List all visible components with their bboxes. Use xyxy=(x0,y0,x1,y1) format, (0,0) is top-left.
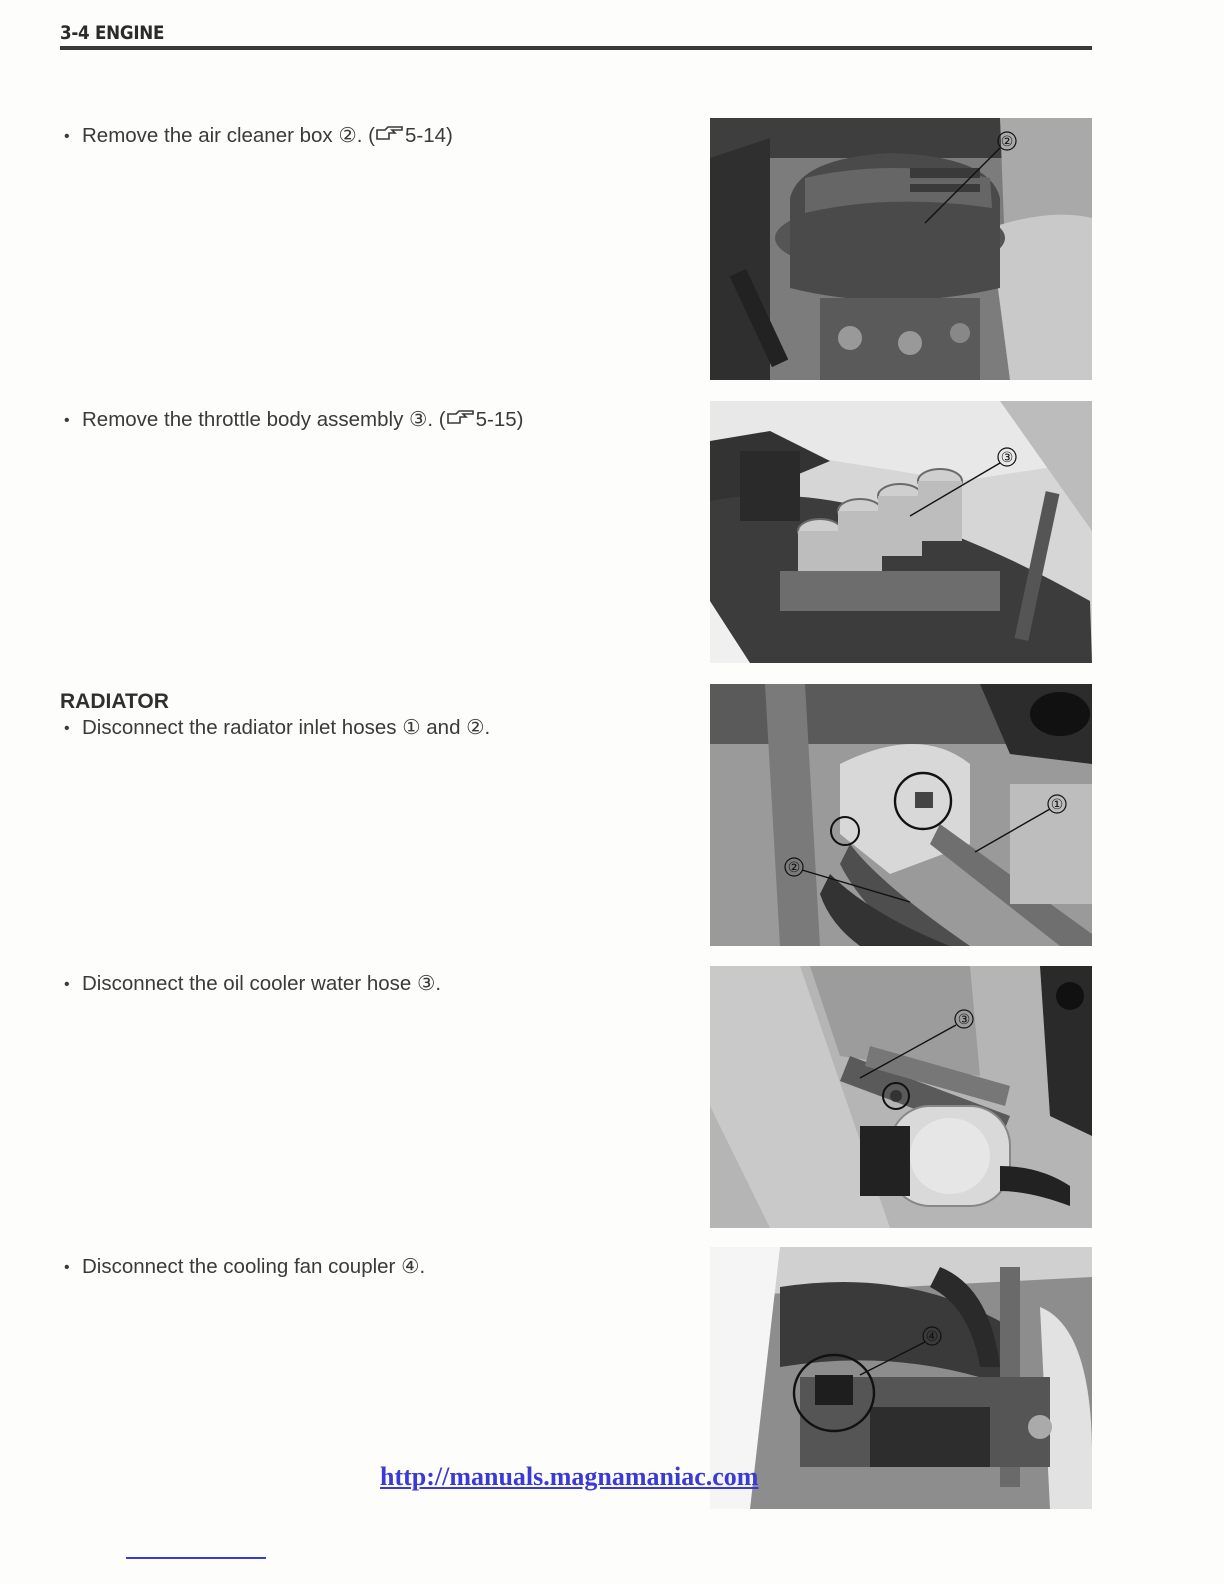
callout-number: ④ xyxy=(925,1329,939,1345)
step-disconnect-inlet-hoses xyxy=(64,716,490,741)
page-header-title: 3-4 ENGINE xyxy=(60,22,165,44)
step-text: Disconnect the radiator inlet hoses ① and ②. xyxy=(82,716,491,739)
step-disconnect-fan-coupler xyxy=(64,1255,425,1280)
step-ref: 5-15) xyxy=(475,408,524,431)
step-text: Disconnect the cooling fan coupler ④. xyxy=(82,1255,426,1278)
callout-number: ③ xyxy=(1000,450,1014,466)
callout-number: ② xyxy=(1000,134,1014,150)
pointing-hand-icon xyxy=(446,408,476,434)
manuals-website-link[interactable]: http://manuals.magnamaniac.com xyxy=(380,1462,759,1491)
footer-link-rule xyxy=(126,1557,266,1559)
callout-number: ① xyxy=(1050,797,1064,813)
pointing-hand-icon xyxy=(375,124,405,150)
step-remove-throttle-body xyxy=(64,408,523,434)
step-text: Disconnect the oil cooler water hose ③. xyxy=(82,972,442,995)
callout-number: ③ xyxy=(957,1012,971,1028)
step-text: Remove the air cleaner box ②. ( xyxy=(82,124,375,147)
step-disconnect-oil-cooler-hose xyxy=(64,972,441,997)
photo-oil-cooler-hose xyxy=(710,966,1092,1228)
photo-throttle-body xyxy=(710,401,1092,663)
step-ref: 5-14) xyxy=(404,124,453,147)
section-title-radiator: RADIATOR xyxy=(60,690,169,713)
bullet-dot-icon: • xyxy=(64,412,70,429)
bullet-dot-icon: • xyxy=(64,976,70,993)
bullet-dot-icon: • xyxy=(64,720,70,737)
photo-radiator-inlet-hoses xyxy=(710,684,1092,946)
photo-air-cleaner-box xyxy=(710,118,1092,380)
step-text: Remove the throttle body assembly ③. ( xyxy=(82,408,446,431)
header-rule xyxy=(60,46,1092,50)
bullet-dot-icon: • xyxy=(64,128,70,145)
callout-number: ② xyxy=(787,860,801,876)
bullet-dot-icon: • xyxy=(64,1259,70,1276)
photo-cooling-fan-coupler xyxy=(710,1247,1092,1509)
step-remove-air-cleaner xyxy=(64,124,453,150)
page-header xyxy=(60,22,1092,52)
